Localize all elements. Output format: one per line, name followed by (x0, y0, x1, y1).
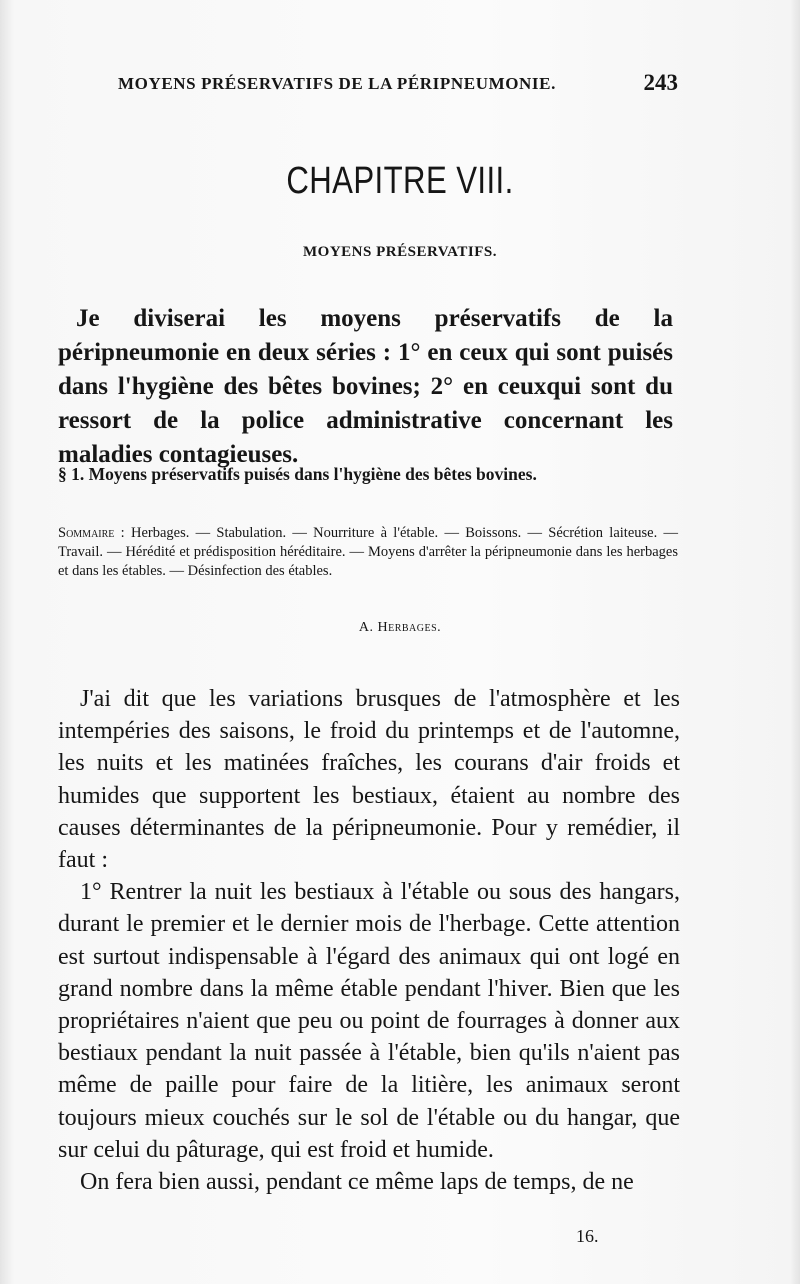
running-title: MOYENS PRÉSERVATIFS DE LA PÉRIPNEUMONIE. (118, 74, 556, 93)
subheading-label: Herbages. (377, 620, 442, 635)
signature-mark: 16. (576, 1226, 599, 1246)
summary-block (58, 524, 678, 581)
subheading-letter: A. (358, 620, 374, 635)
section-title: MOYENS PRÉSERVATIFS. (303, 244, 497, 260)
page-header (118, 70, 678, 100)
summary-lead: Sommaire (58, 525, 115, 541)
subsection-title: § 1. Moyens préservatifs puisés dans l'hygiène des bêtes bovines. (58, 464, 537, 484)
intro-paragraph: Je diviserai les moyens préservatifs de la péripneumonie en deux séries : 1° en ceux qui sont puisés dans l'hygiène des bêtes bovines; 2° en ceuxqui sont du ressort de la police administrative concernant les maladies contagieuses. (58, 305, 673, 468)
body-paragraph-2: 1° Rentrer la nuit les bestiaux à l'étable ou sous des hangars, durant le premier et le dernier mois de l'herbage. Cette attention est surtout indispensable à l'égard des animaux qui ont logé en grand nombre dans la même étable pendant l'hiver. Bien que les propriétaires n'aient que peu ou point de fourrages à donner aux bestiaux pendant la nuit passée à l'étable, bien qu'ils n'aient pas même de paille pour faire de la litière, les animaux seront toujours mieux couchés sur le sol de l'étable ou du hangar, que sur celui du pâturage, qui est froid et humide. (58, 879, 680, 1163)
chapter-title: CHAPITRE VIII. (286, 160, 514, 202)
page-edge-shadow (790, 0, 800, 1284)
intro-paragraph-block (58, 302, 673, 472)
subheading-herbages (0, 620, 800, 636)
body-paragraph-1: J'ai dit que les variations brusques de l'atmosphère et les intempéries des saisons, le froid du printemps et de l'automne, les nuits et les matinées fraîches, les courans d'air froids et humides que supportent les bestiaux, étaient au nombre des causes déterminantes de la péripneumonie. Pour y remédier, il faut : (58, 686, 680, 874)
body-text (58, 683, 680, 1198)
body-paragraph-3: On fera bien aussi, pendant ce même laps de temps, de ne (80, 1169, 634, 1196)
page-number: 243 (643, 70, 678, 95)
summary-text: : Herbages. — Stabulation. — Nourriture à l'étable. — Boissons. — Sécrétion laiteuse. — Travail. — Hérédité et prédisposition héréditaire. — Moyens d'arrêter la péripneumonie dans les herbages et dans les étables. — Désinfection des étables. (58, 525, 678, 579)
